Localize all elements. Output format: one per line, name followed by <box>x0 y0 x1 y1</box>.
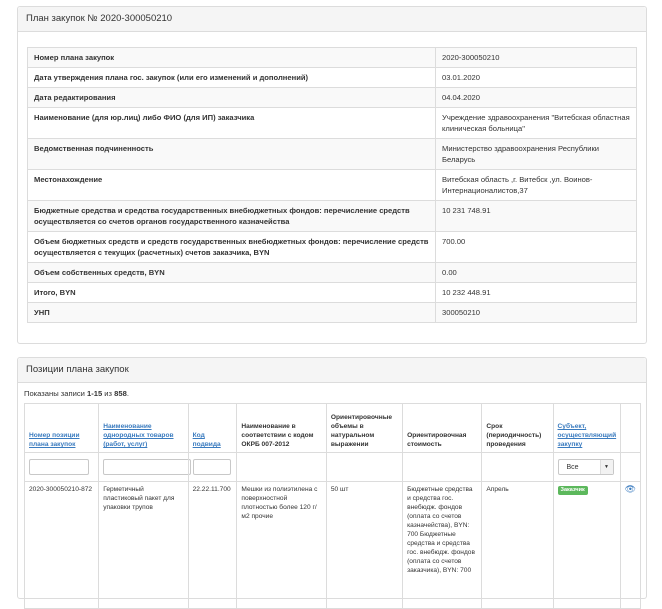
cell-okrb: Мешки из полиэтилена с поверхностной плотностью более 120 г/м2 прочие <box>237 482 326 609</box>
info-label: Объем собственных средств, BYN <box>28 263 436 283</box>
info-row <box>28 68 637 88</box>
chevron-down-icon: ▼ <box>600 460 613 474</box>
filter-cell-empty <box>403 453 482 482</box>
info-row <box>28 283 637 303</box>
plan-panel <box>17 6 647 344</box>
info-label: Ведомственная подчиненность <box>28 139 436 170</box>
col-header-goods[interactable]: Наименование однородных товаров (работ, услуг) <box>99 404 188 453</box>
info-row <box>28 201 637 232</box>
records-prefix: Показаны записи <box>24 389 87 398</box>
filter-subject-select[interactable] <box>558 459 614 475</box>
info-label: УНП <box>28 303 436 323</box>
info-row <box>28 170 637 201</box>
table-row <box>25 482 641 609</box>
col-header-okrb: Наименование в соответствии с кодом ОКРБ 007-2012 <box>237 404 326 453</box>
col-header-volume: Ориентировочные объемы в натуральном выражении <box>326 404 402 453</box>
positions-table <box>24 403 641 609</box>
cell-goods: Герметичный пластиковый пакет для упаковки трупов <box>99 482 188 609</box>
records-of: из <box>102 389 115 398</box>
col-header-subject[interactable]: Субъект, осуществляющий закупку <box>553 404 620 453</box>
cell-subject <box>553 482 620 609</box>
positions-panel <box>17 357 647 599</box>
col-header-actions <box>620 404 640 453</box>
info-row <box>28 303 637 323</box>
info-row <box>28 139 637 170</box>
info-value: 2020-300050210 <box>436 48 637 68</box>
info-value: 10 231 748.91 <box>436 201 637 232</box>
info-label: Бюджетные средства и средства государственных внебюджетных фондов: перечисление средств осуществляется со счетов органов государственного казначейства <box>28 201 436 232</box>
info-label: Итого, BYN <box>28 283 436 303</box>
filter-code-input[interactable] <box>193 459 231 475</box>
col-header-term: Срок (периодичность) проведения <box>482 404 553 453</box>
cell-code: 22.22.11.700 <box>188 482 237 609</box>
info-row <box>28 263 637 283</box>
info-label: Местонахождение <box>28 170 436 201</box>
filter-cell-empty <box>237 453 326 482</box>
col-header-code[interactable]: Код подвида <box>188 404 237 453</box>
filter-cell-subject <box>553 453 620 482</box>
plan-title: План закупок № 2020-300050210 <box>18 7 646 32</box>
subject-badge: Заказчик <box>558 486 588 495</box>
cell-volume: 50 шт <box>326 482 402 609</box>
info-label: Номер плана закупок <box>28 48 436 68</box>
info-row <box>28 232 637 263</box>
info-row <box>28 48 637 68</box>
filter-cell-empty <box>482 453 553 482</box>
filter-cell-number <box>25 453 99 482</box>
records-count <box>24 389 129 398</box>
info-value: 03.01.2020 <box>436 68 637 88</box>
positions-title: Позиции плана закупок <box>18 358 646 383</box>
filter-cell-empty <box>326 453 402 482</box>
col-header-cost: Ориентировочная стоимость <box>403 404 482 453</box>
records-suffix: . <box>126 389 129 398</box>
info-row <box>28 88 637 108</box>
filter-subject-value: Все <box>566 464 579 471</box>
cell-actions <box>620 482 640 609</box>
info-value: 300050210 <box>436 303 637 323</box>
plan-info-table <box>27 47 637 323</box>
records-range: 1-15 <box>86 389 103 398</box>
info-label: Наименование (для юр.лиц) либо ФИО (для ИП) заказчика <box>28 108 436 139</box>
filter-number-input[interactable] <box>29 459 89 475</box>
cell-cost: Бюджетные средства и средства гос. внебюдж. фондов (оплата со счетов казначейства), BYN: 700 Бюджетные средства и средства гос. внебюдж. фондов (оплата со счетов заказчика), BYN: 700 <box>403 482 482 609</box>
cell-term: Апрель <box>482 482 553 609</box>
info-value: 04.04.2020 <box>436 88 637 108</box>
info-value: Витебская область ,г. Витебск ,ул. Воинов-Интернационалистов,37 <box>436 170 637 201</box>
eye-icon[interactable]: 👁 <box>624 484 637 494</box>
filter-cell-goods <box>99 453 188 482</box>
info-value: 0.00 <box>436 263 637 283</box>
info-label: Объем бюджетных средств и средств государственных внебюджетных фондов: перечисление средств осуществляется с текущих (расчетных) счетов заказчика, BYN <box>28 232 436 263</box>
info-value: Министерство здравоохранения Республики Беларусь <box>436 139 637 170</box>
info-label: Дата утверждения плана гос. закупок (или его изменений и дополнений) <box>28 68 436 88</box>
records-total: 858 <box>114 389 127 398</box>
cell-number: 2020-300050210-872 <box>25 482 99 609</box>
info-value: 700.00 <box>436 232 637 263</box>
filter-cell-empty <box>620 453 640 482</box>
filter-cell-code <box>188 453 237 482</box>
filter-goods-input[interactable] <box>103 459 191 475</box>
col-header-number[interactable]: Номер позиции плана закупок <box>25 404 99 453</box>
info-label: Дата редактирования <box>28 88 436 108</box>
info-value: 10 232 448.91 <box>436 283 637 303</box>
info-row <box>28 108 637 139</box>
info-value: Учреждение здравоохранения "Витебская областная клиническая больница" <box>436 108 637 139</box>
